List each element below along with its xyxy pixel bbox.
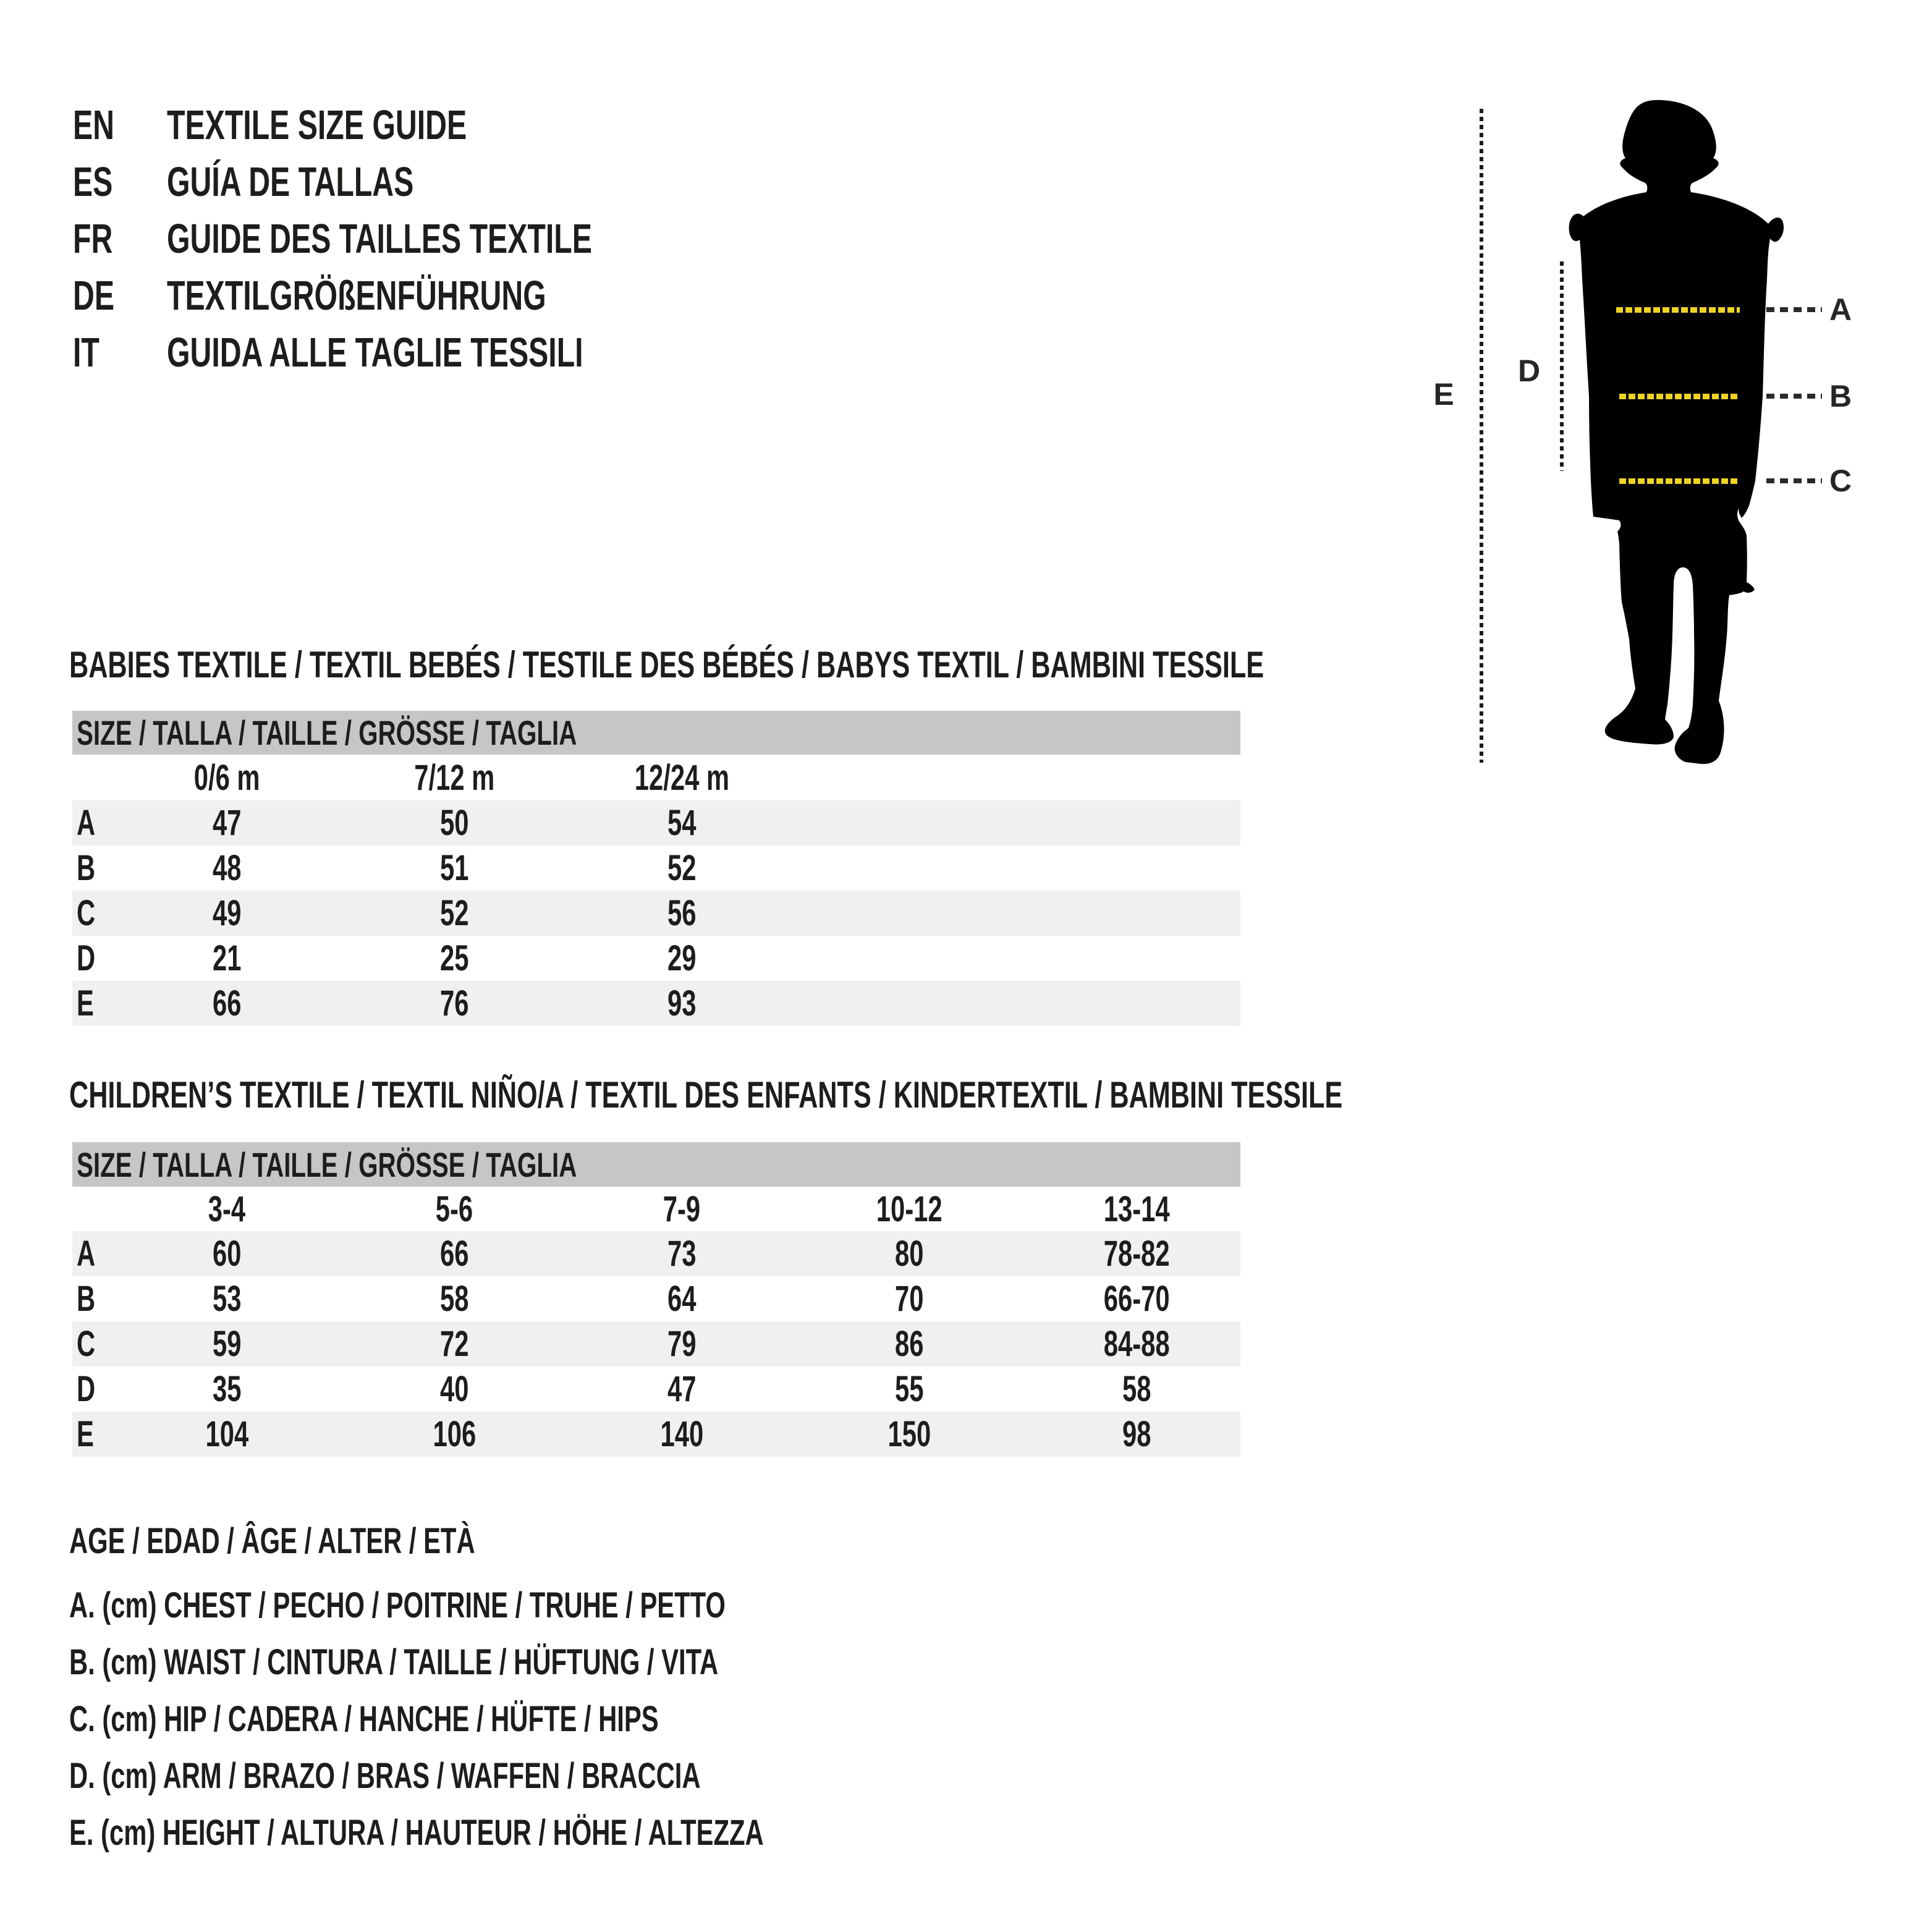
a-chest-label: A bbox=[1829, 292, 1852, 327]
children-size-header-bar bbox=[72, 1142, 1240, 1187]
language-row bbox=[73, 153, 757, 210]
cell-value: 66-70 bbox=[1103, 1279, 1170, 1319]
cell-value: 79 bbox=[667, 1324, 697, 1364]
cell-value: 76 bbox=[439, 983, 469, 1023]
table-row bbox=[72, 1231, 1240, 1276]
cell-value: 47 bbox=[667, 1369, 697, 1409]
table-row bbox=[72, 891, 1240, 936]
cell-value: 84-88 bbox=[1103, 1324, 1170, 1364]
language-code: FR bbox=[73, 215, 113, 262]
cell-value: 21 bbox=[212, 938, 242, 978]
language-row bbox=[73, 324, 757, 381]
cell-value: 51 bbox=[439, 848, 469, 888]
cell-value: 106 bbox=[433, 1414, 476, 1454]
b-waist-label: B bbox=[1829, 379, 1852, 413]
table-row bbox=[72, 800, 1240, 845]
table-row bbox=[72, 1276, 1240, 1321]
cell-value: 29 bbox=[667, 938, 697, 978]
cell-value: 25 bbox=[439, 938, 469, 978]
c-hip-dash-leader bbox=[1766, 478, 1822, 483]
cell-value: 66 bbox=[439, 1234, 469, 1274]
cell-value: 70 bbox=[894, 1279, 924, 1319]
language-row bbox=[73, 96, 757, 153]
cell-value: 54 bbox=[667, 803, 697, 843]
children-section-title: CHILDREN’S TEXTILE / TEXTIL NIÑO/A / TEXTIL DES ENFANTS / KINDERTEXTIL / BAMBINI TESSILE bbox=[69, 1074, 1343, 1116]
cell-value: 48 bbox=[212, 848, 242, 888]
row-label: A bbox=[77, 803, 96, 843]
babies-column-header-row bbox=[72, 755, 1240, 800]
a-chest-dash-yellow bbox=[1616, 307, 1740, 313]
language-title: TEXTILE SIZE GUIDE bbox=[167, 101, 467, 148]
cell-value: 40 bbox=[439, 1369, 469, 1409]
b-waist-dash-leader bbox=[1766, 394, 1822, 399]
column-header-cell: 10-12 bbox=[876, 1188, 943, 1229]
row-label: A bbox=[77, 1234, 96, 1274]
cell-value: 35 bbox=[212, 1369, 242, 1409]
cell-value: 86 bbox=[894, 1324, 924, 1364]
cell-value: 66 bbox=[212, 983, 242, 1023]
babies-section-title: BABIES TEXTILE / TEXTIL BEBÉS / TESTILE DES BÉBÉS / BABYS TEXTIL / BAMBINI TESSILE bbox=[69, 644, 1265, 685]
legend-line: D. (cm) ARM / BRAZO / BRAS / WAFFEN / BRACCIA bbox=[69, 1756, 701, 1796]
cell-value: 64 bbox=[667, 1279, 697, 1319]
cell-value: 98 bbox=[1122, 1414, 1151, 1454]
cell-value: 50 bbox=[439, 803, 469, 843]
d-arm-label: D bbox=[1517, 354, 1541, 388]
table-row bbox=[72, 1321, 1240, 1366]
column-header-cell: 3-4 bbox=[208, 1188, 246, 1229]
cell-value: 58 bbox=[439, 1279, 469, 1319]
row-label: D bbox=[77, 1369, 96, 1409]
row-label: C bbox=[77, 893, 96, 933]
cell-value: 150 bbox=[888, 1414, 931, 1454]
column-header-cell: 12/24 m bbox=[634, 757, 729, 798]
c-hip-dash-yellow bbox=[1619, 478, 1738, 484]
legend-line: B. (cm) WAIST / CINTURA / TAILLE / HÜFTUNG / VITA bbox=[69, 1642, 719, 1682]
cell-value: 80 bbox=[894, 1234, 924, 1274]
cell-value: 47 bbox=[212, 803, 242, 843]
children-column-header-row bbox=[72, 1187, 1240, 1231]
legend-line: E. (cm) HEIGHT / ALTURA / HAUTEUR / HÖHE / ALTEZZA bbox=[69, 1813, 764, 1853]
language-title: GUIDA ALLE TAGLIE TESSILI bbox=[167, 329, 583, 376]
cell-value: 78-82 bbox=[1103, 1234, 1170, 1274]
cell-value: 52 bbox=[439, 893, 469, 933]
cell-value: 72 bbox=[439, 1324, 469, 1364]
cell-value: 93 bbox=[667, 983, 697, 1023]
cell-value: 49 bbox=[212, 893, 242, 933]
language-title: TEXTILGRÖßENFÜHRUNG bbox=[167, 272, 546, 319]
language-list bbox=[73, 96, 757, 381]
table-row bbox=[72, 981, 1240, 1026]
column-header-cell: 0/6 m bbox=[193, 757, 260, 798]
babies-size-header-label: SIZE / TALLA / TAILLE / GRÖSSE / TAGLIA bbox=[77, 713, 577, 752]
language-code: DE bbox=[73, 272, 115, 319]
e-height-label: E bbox=[1433, 377, 1454, 412]
language-code: IT bbox=[73, 329, 100, 376]
language-row bbox=[73, 210, 757, 267]
babies-size-header-bar bbox=[72, 711, 1240, 755]
language-title: GUÍA DE TALLAS bbox=[167, 158, 414, 205]
row-label: E bbox=[77, 1414, 94, 1454]
language-code: ES bbox=[73, 158, 113, 205]
c-hip-label: C bbox=[1829, 464, 1852, 498]
cell-value: 140 bbox=[660, 1414, 703, 1454]
table-row bbox=[72, 1412, 1240, 1457]
language-code: EN bbox=[73, 101, 115, 148]
cell-value: 104 bbox=[205, 1414, 248, 1454]
column-header-cell: 7-9 bbox=[663, 1188, 701, 1229]
b-waist-dash-yellow bbox=[1619, 394, 1738, 399]
cell-value: 73 bbox=[667, 1234, 697, 1274]
column-header-cell: 13-14 bbox=[1103, 1188, 1170, 1229]
a-chest-dash-leader bbox=[1766, 307, 1822, 312]
table-row bbox=[72, 845, 1240, 891]
row-label: B bbox=[77, 848, 96, 888]
cell-value: 55 bbox=[894, 1369, 924, 1409]
column-header-cell: 5-6 bbox=[435, 1188, 473, 1229]
row-label: E bbox=[77, 983, 94, 1023]
cell-value: 53 bbox=[212, 1279, 242, 1319]
cell-value: 60 bbox=[212, 1234, 242, 1274]
cell-value: 59 bbox=[212, 1324, 242, 1364]
row-label: B bbox=[77, 1279, 96, 1319]
table-row bbox=[72, 936, 1240, 981]
children-size-header-label: SIZE / TALLA / TAILLE / GRÖSSE / TAGLIA bbox=[77, 1145, 577, 1184]
language-row bbox=[73, 267, 757, 324]
legend-line: AGE / EDAD / ÂGE / ALTER / ETÀ bbox=[69, 1521, 475, 1561]
cell-value: 52 bbox=[667, 848, 697, 888]
language-title: GUIDE DES TAILLES TEXTILE bbox=[167, 215, 592, 262]
row-label: D bbox=[77, 938, 96, 978]
column-header-cell: 7/12 m bbox=[413, 757, 495, 798]
legend-line: A. (cm) CHEST / PECHO / POITRINE / TRUHE / PETTO bbox=[69, 1585, 726, 1625]
row-label: C bbox=[77, 1324, 96, 1364]
cell-value: 58 bbox=[1122, 1369, 1151, 1409]
table-row bbox=[72, 1366, 1240, 1412]
legend-line: C. (cm) HIP / CADERA / HANCHE / HÜFTE / HIPS bbox=[69, 1699, 659, 1739]
cell-value: 56 bbox=[667, 893, 697, 933]
